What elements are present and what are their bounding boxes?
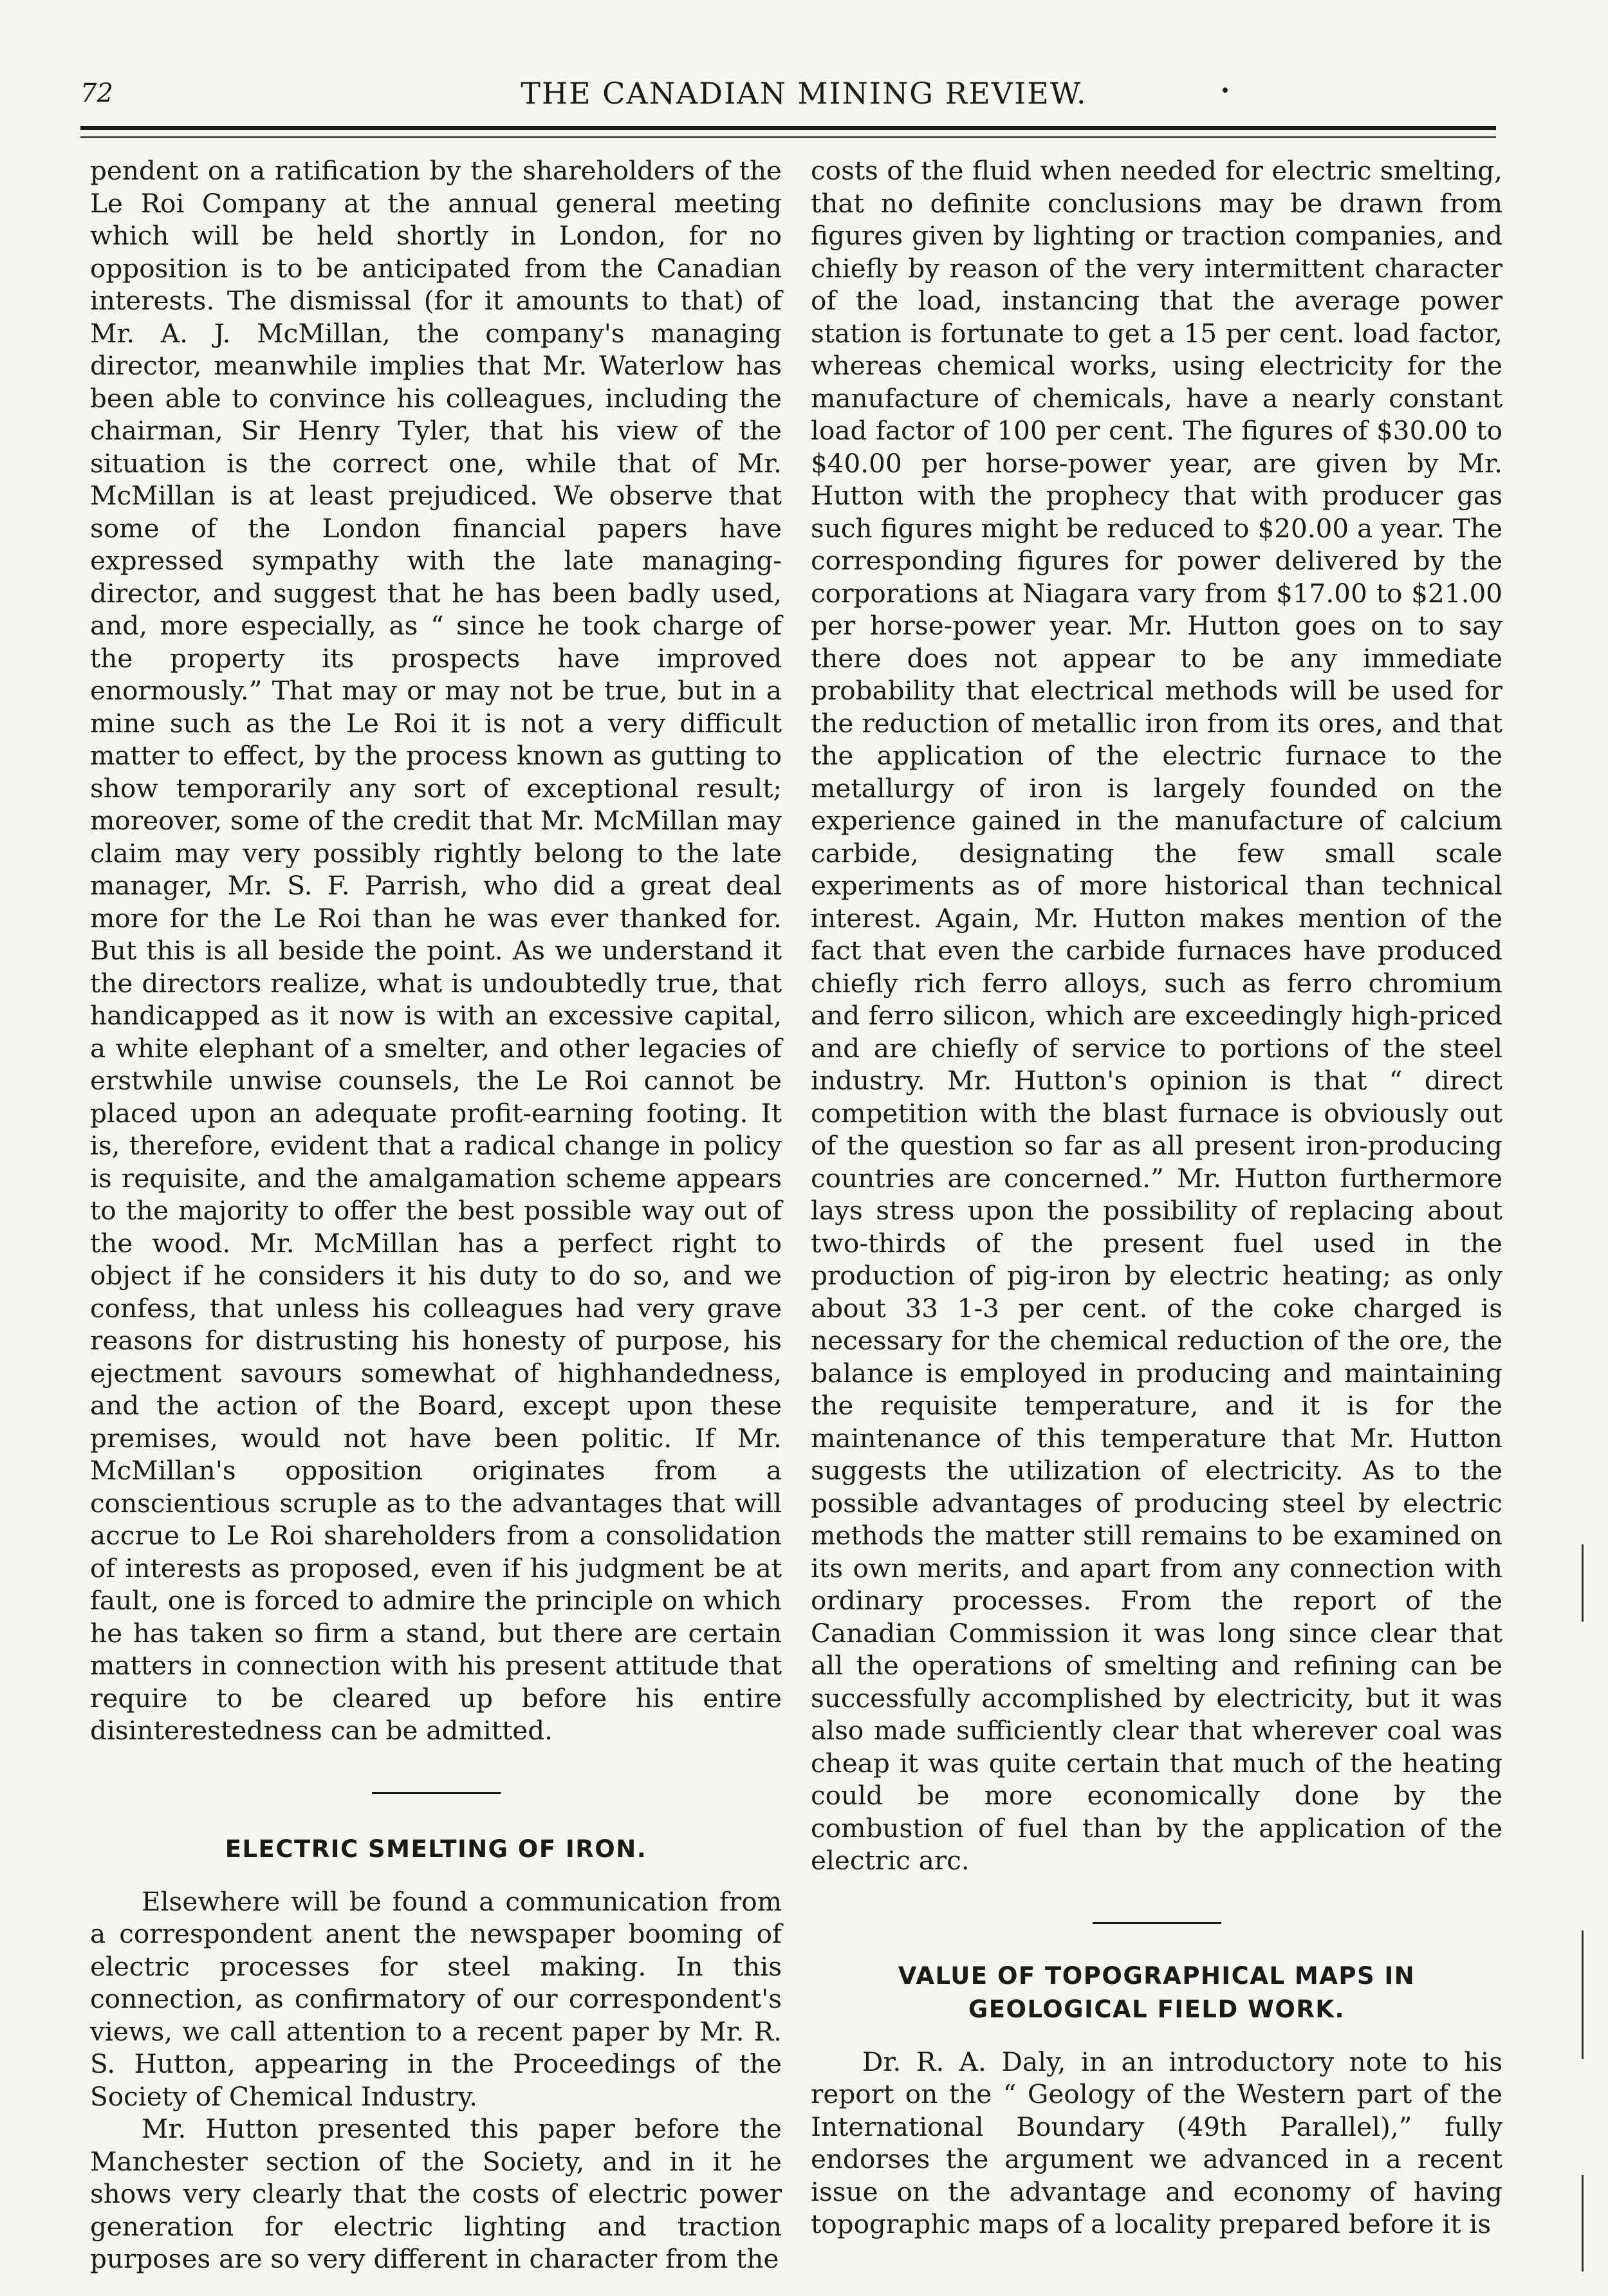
running-head: THE CANADIAN MINING REVIEW. <box>521 76 1087 111</box>
right-paragraph-costs: costs of the fluid when needed for electric smelting, that no definite conclusions may be drawn from figures given by lighting or traction companies, and chiefly by reason of the very intermittent character of the load, instancing that the average power station is fortunate to get a 15 per cent. load factor, whereas chemical works, using electricity for the manufacture of chemicals, have a nearly constant load factor of 100 per cent. The figures of $30.00 to $40.00 per horse-power year, are given by Mr. Hutton with the prophecy that with producer gas such figures might be reduced to $20.00 a year. The corresponding figures for power delivered by the corporations at Niagara vary from $17.00 to $21.00 per horse-power year. Mr. Hutton goes on to say there does not appear to be any immediate probability that electrical methods will be used for the reduction of metallic iron from its ores, and that the application of the electric furnace to the metallurgy of iron is largely founded on the experience gained in the manufacture of calcium carbide, designating the few small scale experiments as of more historical than technical interest. Again, Mr. Hutton makes mention of the fact that even the carbide furnaces have produced chiefly rich ferro alloys, such as ferro chromium and ferro silicon, which are exceedingly high-priced and are chiefly of service to portions of the steel industry. Mr. Hutton's opinion is that “ direct competition with the blast furnace is obviously out of the question so far as all present iron-producing countries are concerned.” Mr. Hutton furthermore lays stress upon the possibility of replacing about two-thirds of the present fuel used in the production of pig-iron by electric heating; as only about 33 1-3 per cent. of the coke charged is necessary for the chemical reduction of the ore, the balance is employed in producing and maintaining the requisite temperature, and it is for the maintenance of this temperature that Mr. Hutton suggests the utilization of electricity. As to the possible advantages of producing steel by electric methods the matter still remains to be examined on its own merits, and apart from any connection with ordinary processes. From the report of the Canadian Commission it was long since clear that all the operations of smelting and refining can be successfully accomplished by electricity, but it was also made sufficiently clear that wherever coal was cheap it was quite certain that much of the heating could be more economically done by the combustion of fuel than by the application of the electric arc. <box>811 155 1502 1876</box>
margin-mark <box>1582 1544 1584 1622</box>
left-paragraph-hutton: Mr. Hutton presented this paper before the Manchester section of the Society, and in it he shows very clearly that the costs of electric power generation for electric lighting and traction purposes are so very different in character from the <box>90 2113 782 2274</box>
right-column <box>811 154 1502 2241</box>
page-number: 72 <box>80 79 113 108</box>
left-column <box>90 154 782 2275</box>
margin-mark <box>1582 1930 1584 2059</box>
header-rule-thick <box>80 126 1496 130</box>
right-paragraph-daly: Dr. R. A. Daly, in an introductory note to his report on the “ Geology of the Western part of the International Boundary (49th Parallel),” fully endorses the argument we advanced in a recent issue on the advantage and economy of having topographic maps of a locality prepared before it is <box>811 2046 1502 2239</box>
header-rule-thin <box>80 136 1496 138</box>
left-paragraph-continuation: pendent on a ratification by the shareholders of the Le Roi Company at the annual general meeting which will be held shortly in London, for no opposition is to be anticipated from the Canadian interests. The dismissal (for it amounts to that) of Mr. A. J. McMillan, the company's managing director, meanwhile implies that Mr. Waterlow has been able to convince his colleagues, including the chairman, Sir Henry Tyler, that his view of the situation is the correct one, while that of Mr. McMillan is at least prejudiced. We observe that some of the London financial papers have expressed sympathy with the late managing-director, and suggest that he has been badly used, and, more especially, as “ since he took charge of the property its prospects have improved enormously.” That may or may not be true, but in a mine such as the Le Roi it is not a very difficult matter to effect, by the process known as gutting to show temporarily any sort of exceptional result; moreover, some of the credit that Mr. McMillan may claim may very possibly rightly belong to the late manager, Mr. S. F. Parrish, who did a great deal more for the Le Roi than he was ever thanked for. But this is all beside the point. As we understand it the directors realize, what is undoubtedly true, that handicapped as it now is with an excessive capital, a white elephant of a smelter, and other legacies of erstwhile unwise counsels, the Le Roi cannot be placed upon an adequate profit-earning footing. It is, therefore, evident that a radical change in policy is requisite, and the amalgamation scheme appears to the majority to offer the best possible way out of the wood. Mr. McMillan has a perfect right to object if he considers it his duty to do so, and we confess, that unless his colleagues had very grave reasons for distrusting his honesty of purpose, his ejectment savours somewhat of highhandedness, and the action of the Board, except upon these premises, would not have been politic. If Mr. McMillan's opposition originates from a conscientious scruple as to the advantages that will accrue to Le Roi shareholders from a consolidation of interests as proposed, even if his judgment be at fault, one is forced to admire the principle on which he has taken so firm a stand, but there are certain matters in connection with his present attitude that require to be cleared up before his entire disinterestedness can be admitted. <box>90 155 782 1746</box>
heading-electric-smelting: ELECTRIC SMELTING OF IRON. <box>225 1835 647 1863</box>
header-dot <box>1223 88 1228 93</box>
section-divider <box>372 1792 501 1794</box>
heading-topographical-maps-line2: GEOLOGICAL FIELD WORK. <box>968 1995 1345 2023</box>
left-paragraph-elsewhere: Elsewhere will be found a communication from a correspondent anent the newspaper booming of electric processes for steel making. In this connection, as confirmatory of our correspondent's views, we call attention to a recent paper by Mr. R. S. Hutton, appearing in the Proceedings of the Society of Chemical Industry. <box>90 1885 782 2112</box>
heading-topographical-maps-line1: VALUE OF TOPOGRAPHICAL MAPS IN <box>898 1961 1416 1990</box>
section-divider <box>1093 1922 1221 1924</box>
margin-mark <box>1582 2175 1584 2272</box>
